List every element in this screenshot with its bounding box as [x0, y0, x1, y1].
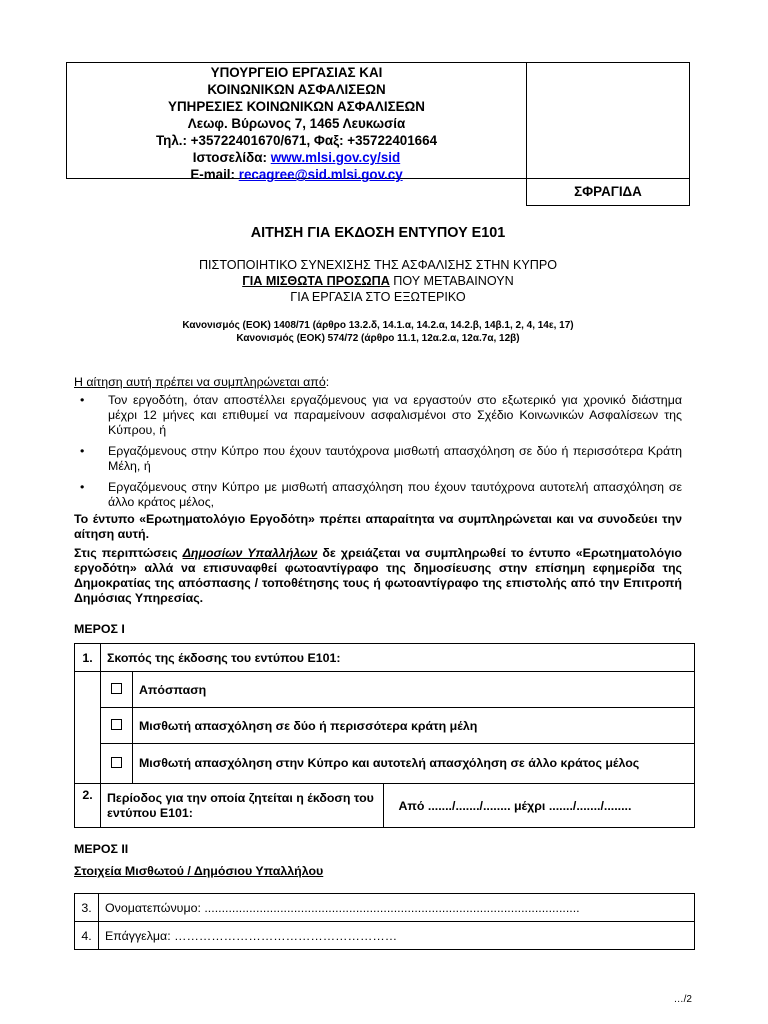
note-emphasis — [183, 546, 318, 560]
option-checkbox-cell[interactable] — [100, 708, 132, 744]
table-row — [75, 672, 695, 708]
intro-line — [74, 375, 329, 389]
q1-label: Σκοπός της έκδοσης του εντύπου Ε101: — [100, 644, 694, 672]
note-prefix: Στις περιπτώσεις — [74, 546, 183, 560]
q1-number: 1. — [75, 644, 101, 672]
page-continuation-marker: …/2 — [673, 994, 692, 1005]
website-label: Ιστοσελίδα: — [192, 150, 267, 165]
table-row — [75, 922, 695, 950]
subtitle-line2-rest: ΠΟΥ ΜΕΤΑΒΑΙΝΟΥΝ — [389, 274, 514, 288]
header-phone: Τηλ.: +35722401670/671, Φαξ: +35722401664 — [155, 133, 438, 148]
option-label: Μισθωτή απασχόληση στην Κύπρο και αυτοτελή απασχόληση σε άλλο κράτος μέλος — [132, 744, 694, 784]
website-link[interactable]: www.mlsi.gov.cy/sid — [270, 150, 401, 165]
stamp-label: ΣΦΡΑΓΙΔΑ — [526, 179, 690, 206]
list-item: • Εργαζόμενους στην Κύπρο που έχουν ταυτόχρονα μισθωτή απασχόληση σε δύο ή περισσότερα Κράτη Μέλη, ή — [74, 444, 682, 474]
part2-label: ΜΕΡΟΣ ΙΙ — [74, 842, 129, 856]
header-website — [67, 149, 526, 166]
header-email — [67, 166, 526, 183]
table-row — [75, 744, 695, 784]
fullname-field[interactable]: Ονοματεπώνυμο: ............................................................................................................. — [98, 894, 694, 922]
email-label: E-mail: — [190, 167, 235, 182]
bullet-list — [74, 393, 682, 516]
stamp-area — [526, 62, 690, 179]
option-checkbox-cell[interactable] — [100, 744, 132, 784]
part1-label: ΜΕΡΟΣ Ι — [74, 622, 125, 636]
checkbox[interactable] — [111, 719, 122, 730]
option-label: Απόσπαση — [132, 672, 694, 708]
table-row — [75, 894, 695, 922]
options-spacer — [75, 672, 101, 784]
header-line3: ΥΠΗΡΕΣΙΕΣ ΚΟΙΝΩΝΙΚΩΝ ΑΣΦΑΛΙΣΕΩΝ — [168, 99, 425, 114]
note-body: δε χρειάζεται να συμπληρωθεί το έντυπο «Ερωτηματολόγιο εργοδότη» αλλά να επισυναφθεί φωτοαντίγραφο της δημοσίευσης στην επίσημη εφημερίδα της Δημοκρατίας της απόσπασης / τοποθέτησης τους ή φωτοαντίγραφο της επιστολής από την Επιτροπή Δημόσιας Υπηρεσίας. — [74, 546, 682, 605]
q2-label: Περίοδος για την οποία ζητείται η έκδοση του εντύπου Ε101: — [100, 784, 383, 828]
period-field[interactable]: Από ......./......./........ μέχρι ......./......./........ — [384, 784, 695, 828]
ministry-header — [66, 62, 527, 182]
header-line2: ΚΟΙΝΩΝΙΚΩΝ ΑΣΦΑΛΙΣΕΩΝ — [207, 82, 386, 97]
list-item: • Τον εργοδότη, όταν αποστέλλει εργαζόμενους για να εργαστούν στο εξωτερικό για χρονικό διάστημα μέχρι 12 μήνες και επιθυμεί να παραμείνουν ασφαλισμένοι στο Σχέδιο Κοινωνικών Ασφαλίσεων της Κύπρου, ή — [74, 393, 682, 438]
intro-text: Η αίτηση αυτή πρέπει να συμπληρώνεται από — [74, 375, 326, 389]
email-link[interactable]: recagree@sid.mlsi.gov.cy — [238, 167, 403, 182]
option-checkbox-cell[interactable] — [100, 672, 132, 708]
occupation-field[interactable]: Επάγγελμα: ……………………………………………… — [98, 922, 694, 950]
regulation-2: Κανονισμός (ΕΟΚ) 574/72 (άρθρο 11.1, 12α.2.α, 12α.7α, 12β) — [236, 333, 520, 344]
civil-servants-term: Δημοσίων Υπαλλήλων — [182, 546, 318, 560]
table-row — [75, 708, 695, 744]
part2-subtitle: Στοιχεία Μισθωτού / Δημόσιου Υπαλλήλου — [74, 864, 324, 878]
header-address: Λεωφ. Βύρωνος 7, 1465 Λευκωσία — [187, 116, 406, 131]
list-item: • Εργαζόμενους στην Κύπρο με μισθωτή απασχόληση που έχουν ταυτόχρονα αυτοτελή απασχόληση σε άλλο κράτος μέλος, — [74, 480, 682, 510]
subtitle-line1: ΠΙΣΤΟΠΟΙΗΤΙΚΟ ΣΥΝΕΧΙΣΗΣ ΤΗΣ ΑΣΦΑΛΙΣΗΣ ΣΤΗΝ ΚΥΠΡΟ — [198, 258, 558, 272]
civil-servants-note — [74, 546, 682, 606]
intro-colon: : — [325, 375, 330, 389]
checkbox[interactable] — [111, 757, 122, 768]
subtitle-emphasis: ΓΙΑ ΜΙΣΘΩΤΑ ΠΡΟΣΩΠΑ — [242, 274, 390, 288]
subtitle-line2 — [66, 274, 690, 288]
part2-table — [74, 893, 695, 950]
questionnaire-note: Το έντυπο «Ερωτηματολόγιο Εργοδότη» πρέπει απαραίτητα να συμπληρώνεται και να συνοδεύει την αίτηση αυτή. — [74, 512, 682, 541]
checkbox[interactable] — [111, 683, 122, 694]
form-title: ΑΙΤΗΣΗ ΓΙΑ ΕΚΔΟΣΗ ΕΝΤΥΠΟΥ Ε101 — [250, 225, 506, 241]
q3-number: 3. — [75, 894, 99, 922]
table-row — [75, 644, 695, 672]
regulation-1: Κανονισμός (ΕΟΚ) 1408/71 (άρθρο 13.2.δ, 14.1.α, 14.2.α, 14.2.β, 14β.1, 2, 4, 14ε, 17) — [182, 320, 574, 331]
q2-number: 2. — [75, 784, 101, 828]
part1-table — [74, 643, 695, 828]
subtitle-line3: ΓΙΑ ΕΡΓΑΣΙΑ ΣΤΟ ΕΞΩΤΕΡΙΚΟ — [290, 290, 466, 304]
option-label: Μισθωτή απασχόληση σε δύο ή περισσότερα κράτη μέλη — [132, 708, 694, 744]
table-row — [75, 784, 695, 828]
q4-number: 4. — [75, 922, 99, 950]
header-line1: ΥΠΟΥΡΓΕΙΟ ΕΡΓΑΣΙΑΣ ΚΑΙ — [210, 65, 383, 80]
